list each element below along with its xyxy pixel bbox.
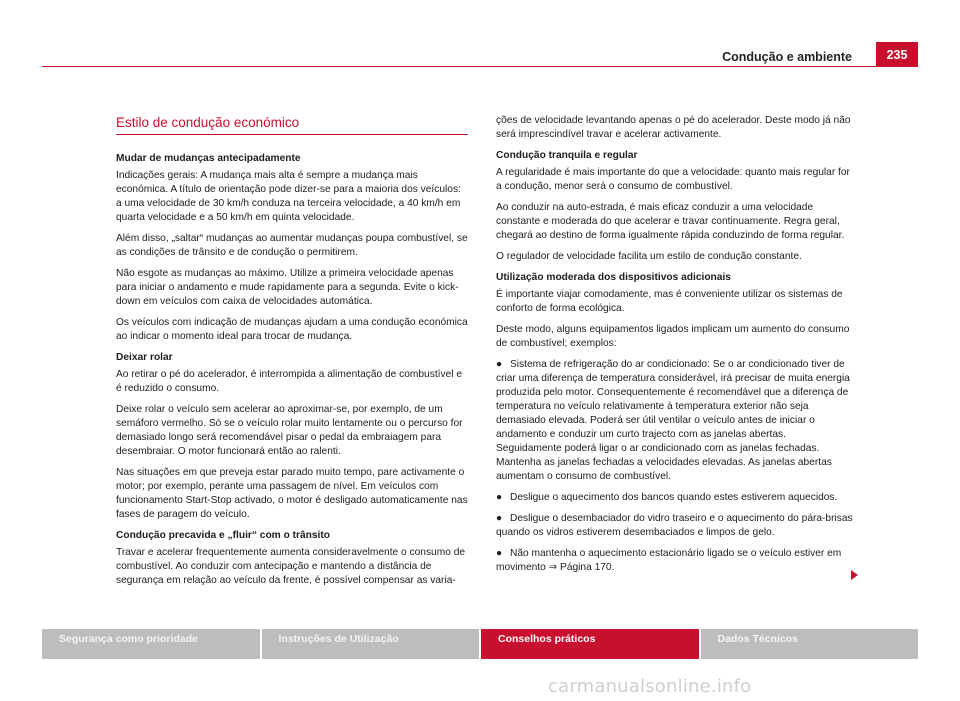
bullet-icon: ● bbox=[496, 548, 503, 559]
paragraph: Deixe rolar o veículo sem acelerar ao aproximar-se, por exemplo, de um semáforo vermelho. Só se o veículo rolar muito lentamente ou o percurso for demasiado longo será recomendável pisar o pedal da embraiagem para desembraiar. O motor funcionará então ao ralenti. bbox=[116, 404, 463, 457]
bullet-text: Não mantenha o aquecimento estacionário ligado se o veículo estiver em movimento ⇒ Página 170. bbox=[496, 548, 842, 573]
bullet-item bbox=[496, 547, 854, 575]
footer-tab-practical-advice[interactable]: Conselhos práticos bbox=[481, 629, 699, 659]
bullet-icon: ● bbox=[496, 513, 503, 524]
bullet-item bbox=[496, 358, 854, 484]
paragraph: Deste modo, alguns equipamentos ligados implicam um aumento do consumo de combustível; exemplos: bbox=[496, 324, 850, 349]
subheading: Mudar de mudanças antecipadamente bbox=[116, 153, 301, 164]
bullet-text: Desligue o desembaciador do vidro traseiro e o aquecimento do pára-brisas quando os vidros estiverem desembaciados e limpos de gelo. bbox=[496, 513, 853, 538]
paragraph: Não esgote as mudanças ao máximo. Utilize a primeira velocidade apenas para iniciar o andamento e mude rapidamente para a segunda. Evite o kick-down em veículos com caixa de velocidades automática. bbox=[116, 268, 459, 307]
bullet-icon: ● bbox=[496, 492, 503, 503]
subheading: Condução tranquila e regular bbox=[496, 150, 638, 161]
paragraph: É importante viajar comodamente, mas é conveniente utilizar os sistemas de conforto de forma ecológica. bbox=[496, 289, 843, 314]
bullet-text: Sistema de refrigeração do ar condicionado: Se o ar condicionado tiver de criar uma diferença de temperatura considerável, irá precisar de muita energia produzida pelo motor. Consequentemente é recomendável que a diferença de temperatura no veículo relativamente à temperatura exterior não seja demasiado elevada. Poderá ser útil ventilar o veículo antes de iniciar o andamento e conduzir um curto trajecto com as janelas abertas. Seguidamente poderá ligar o ar condicionado com as janelas fechadas. Mantenha as janelas fechadas a velocidades elevadas. As janelas abertas aumentam o consumo de combustível. bbox=[496, 359, 850, 482]
paragraph: Travar e acelerar frequentemente aumenta consideravelmente o consumo de combustível. Ao conduzir com antecipação e mantendo a distância de segurança em relação ao veículo da frente, é possível compensar as varia- bbox=[116, 547, 466, 586]
subheading: Utilização moderada dos dispositivos adicionais bbox=[496, 272, 731, 283]
section-title-rule bbox=[116, 134, 468, 135]
paragraph: Ao conduzir na auto-estrada, é mais eficaz conduzir a uma velocidade constante e moderada do que acelerar e travar continuamente. Regra geral, chegará ao destino de forma igualmente rápida conduzindo de forma regular. bbox=[496, 202, 845, 241]
subheading: Deixar rolar bbox=[116, 352, 173, 363]
bullet-text: Desligue o aquecimento dos bancos quando estes estiverem aquecidos. bbox=[510, 492, 838, 503]
watermark: carmanualsonline.info bbox=[548, 676, 752, 697]
left-column bbox=[116, 114, 468, 595]
footer-tab-instructions[interactable]: Instruções de Utilização bbox=[262, 629, 480, 659]
section-title: Estilo de condução económico bbox=[116, 115, 300, 130]
right-column bbox=[496, 114, 854, 582]
subheading: Condução precavida e „fluir“ com o trânsito bbox=[116, 530, 330, 541]
footer-tab-safety[interactable]: Segurança como prioridade bbox=[42, 629, 260, 659]
page-number: 235 bbox=[876, 42, 918, 67]
paragraph: ções de velocidade levantando apenas o pé do acelerador. Deste modo já não será imprescindível travar e acelerar activamente. bbox=[496, 115, 851, 140]
paragraph: O regulador de velocidade facilita um estilo de condução constante. bbox=[496, 251, 802, 262]
header-rule bbox=[42, 66, 918, 67]
right-column-body bbox=[496, 114, 854, 575]
bullet-item bbox=[496, 512, 854, 540]
paragraph: Além disso, „saltar“ mudanças ao aumentar mudanças poupa combustível, se as condições de trânsito e de condução o permitirem. bbox=[116, 233, 468, 258]
paragraph: Os veículos com indicação de mudanças ajudam a uma condução económica ao indicar o momento ideal para trocar de mudança. bbox=[116, 317, 468, 342]
paragraph: Nas situações em que preveja estar parado muito tempo, pare activamente o motor; por exemplo, perante uma passagem de nível. Em veículos com funcionamento Start-Stop activado, o motor é desligado automaticamente nas fases de paragem do veículo. bbox=[116, 467, 468, 520]
paragraph: A regularidade é mais importante do que a velocidade: quanto mais regular for a condução, menor será o consumo de combustível. bbox=[496, 167, 850, 192]
paragraph: Indicações gerais: A mudança mais alta é sempre a mudança mais económica. A título de orientação pode dizer-se para a maioria dos veículos: a uma velocidade de 30 km/h conduza na terceira velocidade, a 40 km/h em quarta velocidade e a 50 km/h em quinta velocidade. bbox=[116, 170, 461, 223]
footer-tabs bbox=[42, 629, 918, 659]
bullet-icon: ● bbox=[496, 359, 503, 370]
bullet-item bbox=[496, 491, 854, 505]
paragraph: Ao retirar o pé do acelerador, é interrompida a alimentação de combustível e é reduzido o consumo. bbox=[116, 369, 463, 394]
footer-tab-technical-data[interactable]: Dados Técnicos bbox=[701, 629, 919, 659]
left-column-body bbox=[116, 152, 468, 588]
triangle-right-icon bbox=[851, 570, 858, 580]
running-header-title: Condução e ambiente bbox=[722, 50, 852, 64]
